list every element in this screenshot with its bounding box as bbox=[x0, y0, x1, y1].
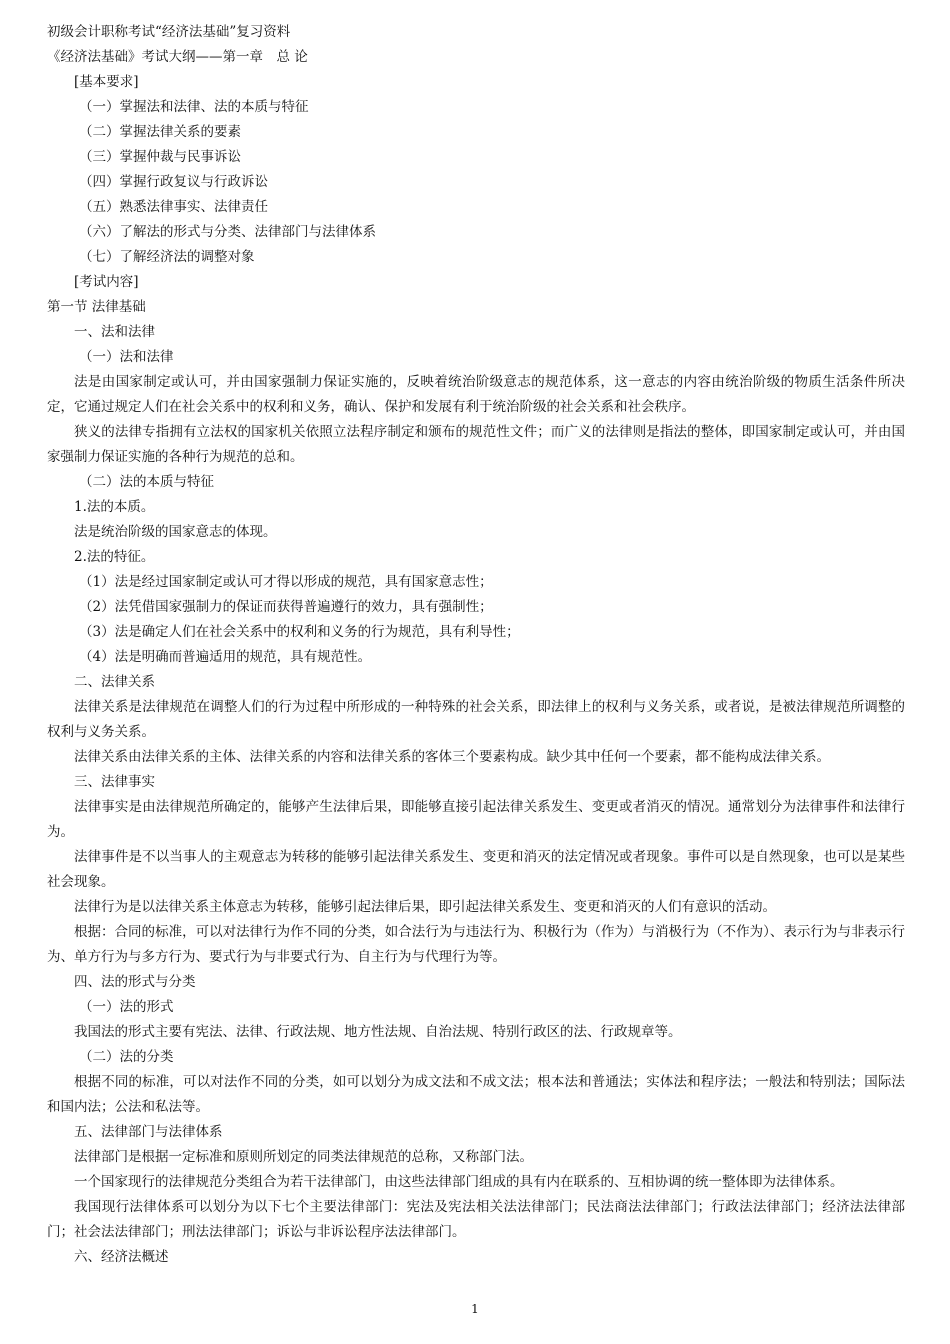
paragraph: 根据：合同的标准，可以对法律行为作不同的分类，如合法行为与违法行为、积极行为（作为）与消极行为（不作为）、表示行为与非表示行为、单方行为与多方行为、要式行为与非要式行为、自主行为与代理行为等。 bbox=[47, 924, 905, 965]
paragraph: 法律关系由法律关系的主体、法律关系的内容和法律关系的客体三个要素构成。缺少其中任何一个要素，都不能构成法律关系。 bbox=[74, 749, 830, 765]
paragraph: 根据不同的标准，可以对法作不同的分类，如可以划分为成文法和不成文法；根本法和普通法；实体法和程序法；一般法和特别法；国际法和国内法；公法和私法等。 bbox=[47, 1074, 905, 1115]
paragraph: 我国法的形式主要有宪法、法律、行政法规、地方性法规、自治法规、特别行政区的法、行政规章等。 bbox=[74, 1024, 682, 1040]
requirement-item: （四）掌握行政复议与行政诉讼 bbox=[79, 174, 268, 190]
paragraph: 法律行为是以法律关系主体意志为转移，能够引起法律后果，即引起法律关系发生、变更和消灭的人们有意识的活动。 bbox=[74, 899, 776, 915]
heading-4: 四、法的形式与分类 bbox=[74, 974, 196, 990]
numbered-heading: 1.法的本质。 bbox=[74, 499, 155, 515]
subheading: （一）法的形式 bbox=[79, 999, 174, 1015]
document-page bbox=[47, 20, 905, 1270]
numbered-heading: 2.法的特征。 bbox=[74, 549, 155, 565]
paragraph: 法是由国家制定或认可，并由国家强制力保证实施的，反映着统治阶级意志的规范体系，这一意志的内容由统治阶级的物质生活条件所决定，它通过规定人们在社会关系中的权利和义务，确认、保护和发展有利于统治阶级的社会关系和社会秩序。 bbox=[47, 374, 905, 415]
requirement-item: （七）了解经济法的调整对象 bbox=[79, 249, 255, 265]
heading-1: 一、法和法律 bbox=[74, 324, 155, 340]
heading-2: 二、法律关系 bbox=[74, 674, 155, 690]
requirement-item: （六）了解法的形式与分类、法律部门与法律体系 bbox=[79, 224, 376, 240]
content-header: [考试内容] bbox=[74, 274, 139, 290]
paragraph: 法律关系是法律规范在调整人们的行为过程中所形成的一种特殊的社会关系，即法律上的权利与义务关系，或者说，是被法律规范所调整的权利与义务关系。 bbox=[47, 699, 905, 740]
requirement-item: （一）掌握法和法律、法的本质与特征 bbox=[79, 99, 309, 115]
paragraph: 法是统治阶级的国家意志的体现。 bbox=[74, 524, 277, 540]
feature-item: （4）法是明确而普遍适用的规范，具有规范性。 bbox=[79, 649, 372, 665]
heading-5: 五、法律部门与法律体系 bbox=[74, 1124, 223, 1140]
subheading: （二）法的本质与特征 bbox=[79, 474, 214, 490]
heading-6: 六、经济法概述 bbox=[74, 1249, 169, 1265]
page-number: 1 bbox=[471, 1302, 479, 1316]
requirement-item: （三）掌握仲裁与民事诉讼 bbox=[79, 149, 241, 165]
requirements-header: [基本要求] bbox=[74, 74, 139, 90]
paragraph: 法律事件是不以当事人的主观意志为转移的能够引起法律关系发生、变更和消灭的法定情况或者现象。事件可以是自然现象，也可以是某些社会现象。 bbox=[47, 849, 905, 890]
paragraph: 法律部门是根据一定标准和原则所划定的同类法律规范的总称，又称部门法。 bbox=[74, 1149, 533, 1165]
section-heading: 第一节 法律基础 bbox=[47, 299, 146, 315]
feature-item: （3）法是确定人们在社会关系中的权利和义务的行为规范，具有利导性； bbox=[79, 624, 520, 640]
heading-3: 三、法律事实 bbox=[74, 774, 155, 790]
paragraph: 法律事实是由法律规范所确定的，能够产生法律后果，即能够直接引起法律关系发生、变更或者消灭的情况。通常划分为法律事件和法律行为。 bbox=[47, 799, 905, 840]
requirement-item: （五）熟悉法律事实、法律责任 bbox=[79, 199, 268, 215]
doc-title: 初级会计职称考试“经济法基础”复习资料 bbox=[47, 24, 291, 40]
subheading: （二）法的分类 bbox=[79, 1049, 174, 1065]
chapter-title: 《经济法基础》考试大纲——第一章 总 论 bbox=[47, 49, 308, 65]
feature-item: （1）法是经过国家制定或认可才得以形成的规范，具有国家意志性； bbox=[79, 574, 493, 590]
requirement-item: （二）掌握法律关系的要素 bbox=[79, 124, 241, 140]
subheading: （一）法和法律 bbox=[79, 349, 174, 365]
paragraph: 一个国家现行的法律规范分类组合为若干法律部门，由这些法律部门组成的具有内在联系的、互相协调的统一整体即为法律体系。 bbox=[74, 1174, 844, 1190]
paragraph: 狭义的法律专指拥有立法权的国家机关依照立法程序制定和颁布的规范性文件；而广义的法律则是指法的整体，即国家制定或认可，并由国家强制力保证实施的各种行为规范的总和。 bbox=[47, 424, 905, 465]
feature-item: （2）法凭借国家强制力的保证而获得普遍遵行的效力，具有强制性； bbox=[79, 599, 493, 615]
paragraph: 我国现行法律体系可以划分为以下七个主要法律部门：宪法及宪法相关法法律部门；民法商法法律部门；行政法法律部门；经济法法律部门；社会法法律部门；刑法法律部门；诉讼与非诉讼程序法法律部门。 bbox=[47, 1199, 905, 1240]
